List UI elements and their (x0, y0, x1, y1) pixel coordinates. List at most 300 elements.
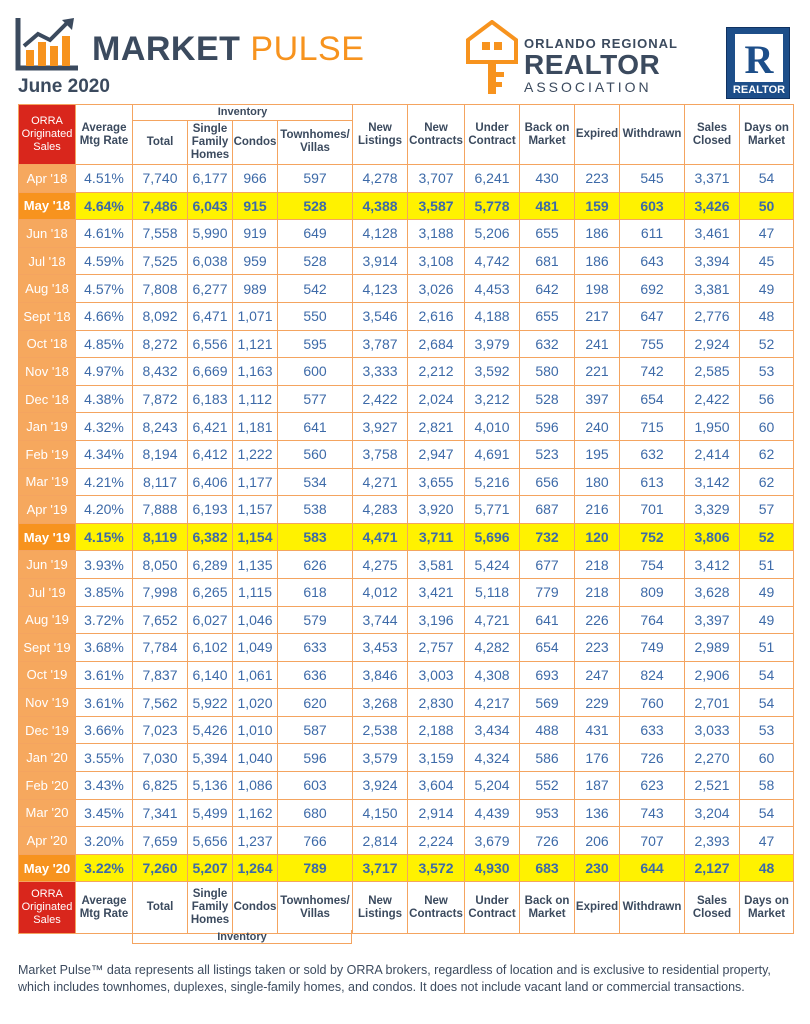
townhomes-cell: 538 (278, 496, 353, 524)
new-listings-cell: 4,283 (353, 496, 408, 524)
new-contracts-cell: 3,587 (408, 192, 465, 220)
sales-closed-cell: 3,329 (685, 496, 740, 524)
withdrawn-cell: 743 (620, 799, 685, 827)
condos-cell: 1,181 (233, 413, 278, 441)
sales-closed-cell: 2,127 (685, 854, 740, 882)
withdrawn-cell: 623 (620, 772, 685, 800)
orra-line-2: REALTOR (524, 49, 661, 80)
expired-cell: 120 (575, 523, 620, 551)
condos-cell: 1,040 (233, 744, 278, 772)
withdrawn-cell: 654 (620, 385, 685, 413)
inventory-total-cell: 7,872 (133, 385, 188, 413)
withdrawn-cell: 764 (620, 606, 685, 634)
under-contract-cell: 5,216 (465, 468, 520, 496)
footer-condos: Condos (233, 882, 278, 934)
realtor-r-letter: R (744, 37, 774, 82)
new-listings-cell: 2,538 (353, 716, 408, 744)
sales-closed-cell: 2,521 (685, 772, 740, 800)
inventory-total-cell: 8,050 (133, 551, 188, 579)
sales-closed-cell: 3,628 (685, 578, 740, 606)
avg-mtg-rate-cell: 3.55% (76, 744, 133, 772)
townhomes-cell: 528 (278, 247, 353, 275)
expired-cell: 218 (575, 551, 620, 579)
new-contracts-cell: 3,003 (408, 661, 465, 689)
table-row (19, 413, 794, 441)
month-cell: Jul '18 (19, 247, 76, 275)
inventory-total-cell: 7,784 (133, 634, 188, 662)
inventory-total-cell: 7,652 (133, 606, 188, 634)
orra-line-1: ORLANDO REGIONAL (524, 36, 678, 51)
under-contract-cell: 3,434 (465, 716, 520, 744)
back-on-market-cell: 677 (520, 551, 575, 579)
days-on-market-cell: 52 (740, 330, 794, 358)
header-expired: Expired (575, 105, 620, 165)
footer-expired: Expired (575, 882, 620, 934)
under-contract-cell: 5,778 (465, 192, 520, 220)
inventory-total-cell: 8,272 (133, 330, 188, 358)
header-inventory-group: Inventory (133, 105, 353, 121)
withdrawn-cell: 752 (620, 523, 685, 551)
inventory-total-cell: 7,558 (133, 220, 188, 248)
expired-cell: 431 (575, 716, 620, 744)
withdrawn-cell: 632 (620, 440, 685, 468)
single-family-cell: 6,183 (188, 385, 233, 413)
days-on-market-cell: 54 (740, 799, 794, 827)
sales-closed-cell: 3,204 (685, 799, 740, 827)
withdrawn-cell: 760 (620, 689, 685, 717)
withdrawn-cell: 755 (620, 330, 685, 358)
expired-cell: 223 (575, 165, 620, 193)
footer-total: Total (133, 882, 188, 934)
avg-mtg-rate-cell: 3.61% (76, 689, 133, 717)
sales-closed-cell: 3,033 (685, 716, 740, 744)
new-listings-cell: 2,814 (353, 827, 408, 855)
back-on-market-cell: 642 (520, 275, 575, 303)
days-on-market-cell: 56 (740, 385, 794, 413)
single-family-cell: 5,207 (188, 854, 233, 882)
month-cell: Apr '18 (19, 165, 76, 193)
single-family-cell: 6,027 (188, 606, 233, 634)
inventory-total-cell: 8,194 (133, 440, 188, 468)
back-on-market-cell: 569 (520, 689, 575, 717)
days-on-market-cell: 47 (740, 220, 794, 248)
days-on-market-cell: 54 (740, 165, 794, 193)
new-contracts-cell: 3,604 (408, 772, 465, 800)
sales-closed-cell: 3,426 (685, 192, 740, 220)
month-cell: Dec '18 (19, 385, 76, 413)
condos-cell: 966 (233, 165, 278, 193)
new-contracts-cell: 2,947 (408, 440, 465, 468)
sales-closed-cell: 2,701 (685, 689, 740, 717)
sales-closed-cell: 2,924 (685, 330, 740, 358)
condos-cell: 1,086 (233, 772, 278, 800)
header-new-contracts: New Contracts (408, 105, 465, 165)
inventory-total-cell: 6,825 (133, 772, 188, 800)
sales-closed-cell: 2,422 (685, 385, 740, 413)
sales-closed-cell: 3,461 (685, 220, 740, 248)
orra-line-3: ASSOCIATION (524, 79, 652, 95)
under-contract-cell: 3,979 (465, 330, 520, 358)
footer-inventory-group: Inventory (132, 930, 352, 944)
expired-cell: 180 (575, 468, 620, 496)
under-contract-cell: 4,691 (465, 440, 520, 468)
footer-back-on-market: Back on Market (520, 882, 575, 934)
sales-closed-cell: 3,381 (685, 275, 740, 303)
header-back-on-market: Back on Market (520, 105, 575, 165)
new-listings-cell: 4,388 (353, 192, 408, 220)
expired-cell: 247 (575, 661, 620, 689)
expired-cell: 223 (575, 634, 620, 662)
single-family-cell: 5,656 (188, 827, 233, 855)
footer-withdrawn: Withdrawn (620, 882, 685, 934)
townhomes-cell: 579 (278, 606, 353, 634)
townhomes-cell: 600 (278, 358, 353, 386)
under-contract-cell: 5,696 (465, 523, 520, 551)
days-on-market-cell: 60 (740, 413, 794, 441)
month-cell: Mar '19 (19, 468, 76, 496)
withdrawn-cell: 809 (620, 578, 685, 606)
townhomes-cell: 633 (278, 634, 353, 662)
market-pulse-table (18, 104, 794, 934)
header-townhomes: Townhomes/ Villas (278, 120, 353, 164)
new-contracts-cell: 3,188 (408, 220, 465, 248)
expired-cell: 397 (575, 385, 620, 413)
single-family-cell: 5,990 (188, 220, 233, 248)
withdrawn-cell: 644 (620, 854, 685, 882)
avg-mtg-rate-cell: 3.43% (76, 772, 133, 800)
avg-mtg-rate-cell: 4.57% (76, 275, 133, 303)
townhomes-cell: 560 (278, 440, 353, 468)
realtor-badge-word: REALTOR (732, 84, 786, 96)
withdrawn-cell: 613 (620, 468, 685, 496)
under-contract-cell: 4,324 (465, 744, 520, 772)
townhomes-cell: 577 (278, 385, 353, 413)
avg-mtg-rate-cell: 4.97% (76, 358, 133, 386)
under-contract-cell: 4,308 (465, 661, 520, 689)
condos-cell: 1,177 (233, 468, 278, 496)
month-cell: Jun '19 (19, 551, 76, 579)
month-cell: Jul '19 (19, 578, 76, 606)
inventory-total-cell: 7,260 (133, 854, 188, 882)
new-listings-cell: 4,128 (353, 220, 408, 248)
condos-cell: 919 (233, 220, 278, 248)
back-on-market-cell: 953 (520, 799, 575, 827)
townhomes-cell: 603 (278, 772, 353, 800)
title-main: MARKET (92, 30, 241, 68)
back-on-market-cell: 681 (520, 247, 575, 275)
bar-chart-trend-icon (14, 14, 82, 72)
month-cell: Nov '18 (19, 358, 76, 386)
inventory-total-cell: 7,525 (133, 247, 188, 275)
townhomes-cell: 528 (278, 192, 353, 220)
footer-single-family: Single Family Homes (188, 882, 233, 934)
days-on-market-cell: 60 (740, 744, 794, 772)
condos-cell: 989 (233, 275, 278, 303)
avg-mtg-rate-cell: 4.64% (76, 192, 133, 220)
sales-closed-cell: 1,950 (685, 413, 740, 441)
under-contract-cell: 4,721 (465, 606, 520, 634)
footer-new-listings: New Listings (353, 882, 408, 934)
avg-mtg-rate-cell: 4.15% (76, 523, 133, 551)
avg-mtg-rate-cell: 4.51% (76, 165, 133, 193)
header-new-listings: New Listings (353, 105, 408, 165)
table-row (19, 165, 794, 193)
condos-cell: 1,071 (233, 302, 278, 330)
under-contract-cell: 4,282 (465, 634, 520, 662)
new-listings-cell: 3,744 (353, 606, 408, 634)
expired-cell: 217 (575, 302, 620, 330)
month-cell: Jan '20 (19, 744, 76, 772)
sales-closed-cell: 2,906 (685, 661, 740, 689)
inventory-total-cell: 7,562 (133, 689, 188, 717)
single-family-cell: 5,922 (188, 689, 233, 717)
new-listings-cell: 4,271 (353, 468, 408, 496)
back-on-market-cell: 732 (520, 523, 575, 551)
expired-cell: 187 (575, 772, 620, 800)
back-on-market-cell: 596 (520, 413, 575, 441)
days-on-market-cell: 51 (740, 551, 794, 579)
inventory-total-cell: 8,092 (133, 302, 188, 330)
header-days-on-market: Days on Market (740, 105, 794, 165)
back-on-market-cell: 693 (520, 661, 575, 689)
withdrawn-cell: 707 (620, 827, 685, 855)
month-cell: Mar '20 (19, 799, 76, 827)
days-on-market-cell: 52 (740, 523, 794, 551)
withdrawn-cell: 701 (620, 496, 685, 524)
footer-avg-mtg-rate: Average Mtg Rate (76, 882, 133, 934)
under-contract-cell: 4,188 (465, 302, 520, 330)
condos-cell: 959 (233, 247, 278, 275)
avg-mtg-rate-cell: 3.61% (76, 661, 133, 689)
header-sales-closed: Sales Closed (685, 105, 740, 165)
realtor-r-icon (726, 27, 790, 99)
header-avg-mtg-rate: Average Mtg Rate (76, 105, 133, 165)
new-contracts-cell: 3,108 (408, 247, 465, 275)
townhomes-cell: 587 (278, 716, 353, 744)
avg-mtg-rate-cell: 4.66% (76, 302, 133, 330)
single-family-cell: 6,177 (188, 165, 233, 193)
new-contracts-cell: 3,920 (408, 496, 465, 524)
withdrawn-cell: 647 (620, 302, 685, 330)
avg-mtg-rate-cell: 4.32% (76, 413, 133, 441)
expired-cell: 240 (575, 413, 620, 441)
inventory-total-cell: 8,117 (133, 468, 188, 496)
new-contracts-cell: 3,655 (408, 468, 465, 496)
table-row (19, 275, 794, 303)
avg-mtg-rate-cell: 4.38% (76, 385, 133, 413)
header-under-contract: Under Contract (465, 105, 520, 165)
withdrawn-cell: 692 (620, 275, 685, 303)
single-family-cell: 6,471 (188, 302, 233, 330)
single-family-cell: 6,421 (188, 413, 233, 441)
new-contracts-cell: 2,830 (408, 689, 465, 717)
new-contracts-cell: 3,572 (408, 854, 465, 882)
table-row (19, 799, 794, 827)
back-on-market-cell: 552 (520, 772, 575, 800)
header-group-row (19, 105, 794, 121)
new-contracts-cell: 3,581 (408, 551, 465, 579)
table-row (19, 468, 794, 496)
under-contract-cell: 3,212 (465, 385, 520, 413)
realtor-r-box (735, 34, 783, 82)
days-on-market-cell: 49 (740, 606, 794, 634)
sales-closed-cell: 2,776 (685, 302, 740, 330)
header-condos: Condos (233, 120, 278, 164)
footer-days-on-market: Days on Market (740, 882, 794, 934)
back-on-market-cell: 580 (520, 358, 575, 386)
new-contracts-cell: 2,024 (408, 385, 465, 413)
highlighted-table-row (19, 854, 794, 882)
sales-closed-cell: 2,585 (685, 358, 740, 386)
table-body (19, 165, 794, 882)
back-on-market-cell: 683 (520, 854, 575, 882)
single-family-cell: 6,193 (188, 496, 233, 524)
table-row (19, 661, 794, 689)
table-row (19, 247, 794, 275)
condos-cell: 1,020 (233, 689, 278, 717)
table-row (19, 634, 794, 662)
new-listings-cell: 3,758 (353, 440, 408, 468)
new-contracts-cell: 2,188 (408, 716, 465, 744)
days-on-market-cell: 53 (740, 716, 794, 744)
back-on-market-cell: 523 (520, 440, 575, 468)
days-on-market-cell: 53 (740, 358, 794, 386)
withdrawn-cell: 611 (620, 220, 685, 248)
table-row (19, 772, 794, 800)
townhomes-cell: 618 (278, 578, 353, 606)
inventory-total-cell: 8,432 (133, 358, 188, 386)
new-listings-cell: 3,924 (353, 772, 408, 800)
townhomes-cell: 680 (278, 799, 353, 827)
new-listings-cell: 3,787 (353, 330, 408, 358)
back-on-market-cell: 632 (520, 330, 575, 358)
expired-cell: 230 (575, 854, 620, 882)
new-listings-cell: 4,275 (353, 551, 408, 579)
highlighted-table-row (19, 192, 794, 220)
townhomes-cell: 595 (278, 330, 353, 358)
avg-mtg-rate-cell: 3.22% (76, 854, 133, 882)
condos-cell: 1,115 (233, 578, 278, 606)
expired-cell: 218 (575, 578, 620, 606)
new-contracts-cell: 2,757 (408, 634, 465, 662)
single-family-cell: 6,289 (188, 551, 233, 579)
new-listings-cell: 4,123 (353, 275, 408, 303)
month-cell: Sept '19 (19, 634, 76, 662)
title-accent: PULSE (250, 30, 365, 68)
back-on-market-cell: 488 (520, 716, 575, 744)
condos-cell: 1,061 (233, 661, 278, 689)
table-row (19, 220, 794, 248)
avg-mtg-rate-cell: 3.45% (76, 799, 133, 827)
new-contracts-cell: 3,159 (408, 744, 465, 772)
single-family-cell: 6,140 (188, 661, 233, 689)
sales-closed-cell: 3,371 (685, 165, 740, 193)
sales-closed-cell: 2,393 (685, 827, 740, 855)
townhomes-cell: 542 (278, 275, 353, 303)
new-contracts-cell: 2,212 (408, 358, 465, 386)
inventory-total-cell: 8,243 (133, 413, 188, 441)
new-listings-cell: 4,278 (353, 165, 408, 193)
inventory-total-cell: 7,023 (133, 716, 188, 744)
townhomes-cell: 583 (278, 523, 353, 551)
condos-cell: 915 (233, 192, 278, 220)
header-withdrawn: Withdrawn (620, 105, 685, 165)
days-on-market-cell: 45 (740, 247, 794, 275)
inventory-total-cell: 7,486 (133, 192, 188, 220)
new-contracts-cell: 2,914 (408, 799, 465, 827)
single-family-cell: 6,556 (188, 330, 233, 358)
condos-cell: 1,135 (233, 551, 278, 579)
month-cell: Nov '19 (19, 689, 76, 717)
condos-cell: 1,121 (233, 330, 278, 358)
table-row (19, 744, 794, 772)
under-contract-cell: 3,679 (465, 827, 520, 855)
single-family-cell: 6,038 (188, 247, 233, 275)
condos-cell: 1,222 (233, 440, 278, 468)
month-cell: Feb '19 (19, 440, 76, 468)
condos-cell: 1,237 (233, 827, 278, 855)
table-row (19, 358, 794, 386)
table-row (19, 551, 794, 579)
new-contracts-cell: 3,711 (408, 523, 465, 551)
sales-closed-cell: 2,270 (685, 744, 740, 772)
month-cell: Aug '19 (19, 606, 76, 634)
under-contract-cell: 4,217 (465, 689, 520, 717)
under-contract-cell: 6,241 (465, 165, 520, 193)
header-total: Total (133, 120, 188, 164)
footer-orra-sales: ORRA Originated Sales (19, 882, 76, 934)
back-on-market-cell: 779 (520, 578, 575, 606)
month-cell: Jun '18 (19, 220, 76, 248)
townhomes-cell: 596 (278, 744, 353, 772)
days-on-market-cell: 54 (740, 689, 794, 717)
days-on-market-cell: 57 (740, 496, 794, 524)
sales-closed-cell: 3,412 (685, 551, 740, 579)
single-family-cell: 6,043 (188, 192, 233, 220)
inventory-total-cell: 7,659 (133, 827, 188, 855)
avg-mtg-rate-cell: 4.85% (76, 330, 133, 358)
condos-cell: 1,046 (233, 606, 278, 634)
avg-mtg-rate-cell: 4.59% (76, 247, 133, 275)
back-on-market-cell: 656 (520, 468, 575, 496)
townhomes-cell: 766 (278, 827, 353, 855)
under-contract-cell: 5,206 (465, 220, 520, 248)
avg-mtg-rate-cell: 4.61% (76, 220, 133, 248)
single-family-cell: 6,382 (188, 523, 233, 551)
month-cell: Apr '20 (19, 827, 76, 855)
single-family-cell: 6,406 (188, 468, 233, 496)
back-on-market-cell: 586 (520, 744, 575, 772)
table-row (19, 578, 794, 606)
inventory-total-cell: 7,888 (133, 496, 188, 524)
header-single-family: Single Family Homes (188, 120, 233, 164)
house-key-icon (466, 20, 518, 98)
single-family-cell: 6,102 (188, 634, 233, 662)
under-contract-cell: 4,453 (465, 275, 520, 303)
inventory-total-cell: 7,837 (133, 661, 188, 689)
new-contracts-cell: 2,616 (408, 302, 465, 330)
header-orra-sales: ORRA Originated Sales (19, 105, 76, 165)
avg-mtg-rate-cell: 3.20% (76, 827, 133, 855)
new-contracts-cell: 3,026 (408, 275, 465, 303)
townhomes-cell: 620 (278, 689, 353, 717)
new-listings-cell: 3,927 (353, 413, 408, 441)
days-on-market-cell: 47 (740, 827, 794, 855)
inventory-total-cell: 7,740 (133, 165, 188, 193)
new-listings-cell: 3,333 (353, 358, 408, 386)
new-contracts-cell: 3,707 (408, 165, 465, 193)
sales-closed-cell: 2,989 (685, 634, 740, 662)
